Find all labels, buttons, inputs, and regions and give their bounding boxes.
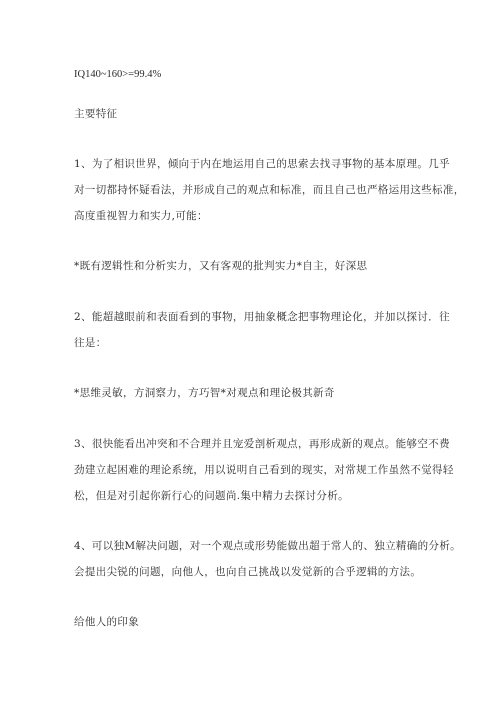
paragraph-1-line-2: 对一切都持怀疑看法，并形成自己的观点和标准，而且自己也严格运用这些标准， [74,184,465,196]
paragraph-2-bullet: *思维灵敏，方洞察力，方巧智*对观点和理论极其新奇 [74,387,335,399]
paragraph-3-line-2: 劲建立起困难的理论系统，用以说明自己看到的现实，对常规工作虽然不觉得轻 [74,464,454,476]
paragraph-4-line-1: 4、可以独M解决问题，对一个观点或形势能做出超于常人的、独立精确的分析。 [74,540,462,552]
paragraph-4-line-2: 会提出尖锐的问题，向他人，也向自己挑战以发觉新的合乎逻辑的方法。 [74,566,422,578]
paragraph-2-line-1: 2、能超越眼前和表面看到的事物，用抽象概念把事物理论化，并加以探讨．往 [74,311,450,323]
paragraph-1-line-3: 高度重视智力和实力,可能： [74,210,208,222]
paragraph-3-line-1: 3、很快能看出冲突和不合理并且宠爱剖析观点，再形成新的观点。能够空不费 [74,438,450,450]
section-title-impression: 给他人的印象 [74,616,140,628]
paragraph-3-line-3: 松，但是对引起你新行心的问题尚.集中精力去探讨分析。 [74,490,349,502]
paragraph-2-line-2: 往是： [74,337,107,349]
paragraph-1-bullet: *既有逻辑性和分析实力，又有客观的批判实力*自主，好深思 [74,260,368,272]
paragraph-1-line-1: 1、为了相识世界，倾向于内在地运用自己的思索去找寻事物的基本原理。几乎 [74,158,450,170]
iq-range-header: IQ140~160>=99.4% [74,69,162,80]
section-title-main-features: 主要特征 [74,108,118,120]
